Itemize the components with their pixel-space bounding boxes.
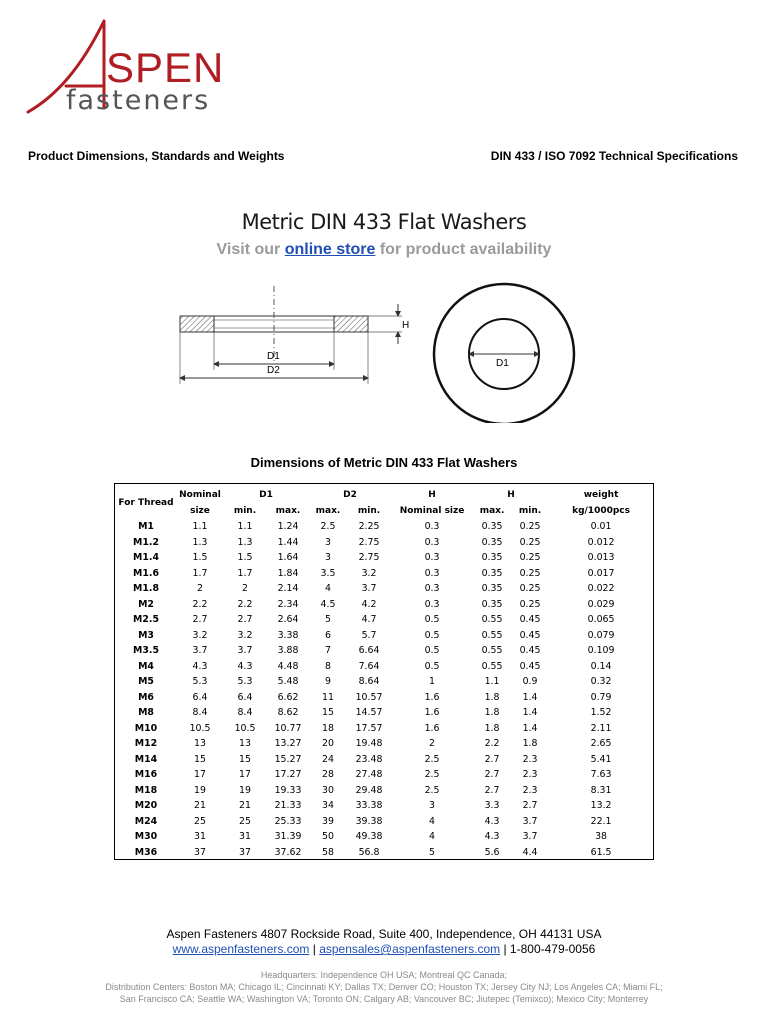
table-cell: 2: [242, 583, 248, 594]
table-cell: 8.31: [590, 784, 612, 796]
table-cell: 15: [194, 753, 206, 765]
logo-word: SPEN: [106, 44, 225, 91]
table-cell: 15: [322, 707, 334, 718]
table-cell: 3: [429, 800, 436, 811]
table-cell: 0.5: [424, 660, 440, 672]
table-row: [115, 752, 653, 768]
table-cell: 0.9: [522, 676, 538, 687]
table-cell: 4.5: [320, 598, 336, 610]
thread-size-cell: M3.5: [133, 645, 159, 656]
table-cell: 5.7: [361, 629, 377, 641]
table-row: [115, 566, 653, 582]
table-cell: 2: [429, 738, 436, 749]
table-cell: 1.64: [277, 552, 299, 563]
table-cell: 2.3: [522, 784, 538, 796]
table-cell: 4.3: [237, 660, 253, 672]
table-cell: 24: [322, 753, 334, 765]
table-cell: 3.7: [522, 815, 538, 827]
website-link[interactable]: www.aspenfasteners.com: [172, 942, 310, 956]
table-cell: 17.27: [274, 769, 302, 780]
table-cell: 6: [325, 629, 331, 641]
thread-size-cell: M30: [134, 831, 158, 842]
table-row: [115, 798, 653, 814]
table-cell: 0.013: [587, 552, 615, 563]
table-cell: 0.109: [587, 645, 615, 656]
table-row: [115, 736, 653, 752]
table-cell: 9: [325, 676, 331, 687]
table-cell: 13.27: [274, 738, 302, 749]
table-cell: 0.55: [481, 645, 503, 656]
table-cell: 10.77: [274, 722, 302, 734]
thread-size-cell: M36: [134, 846, 158, 858]
table-cell: 0.25: [519, 552, 541, 563]
table-cell: 1.4: [522, 722, 538, 734]
table-row: [115, 597, 653, 613]
table-cell: 8.4: [192, 707, 208, 718]
table-cell: 1.1: [237, 521, 253, 532]
table-cell: 2.7: [522, 800, 538, 811]
table-cell: 2.65: [590, 738, 612, 749]
table-cell: 4: [429, 815, 436, 827]
col-header-d1: D1: [259, 490, 273, 500]
table-cell: 0.32: [590, 676, 612, 687]
table-cell: 0.3: [424, 583, 440, 594]
footer-headquarters: Headquarters: Independence OH USA; Montreal QC Canada;: [260, 970, 508, 980]
thread-size-cell: M12: [134, 738, 158, 749]
table-cell: 5.3: [237, 676, 253, 687]
table-cell: 2.5: [424, 784, 440, 796]
table-cell: 38: [595, 831, 608, 842]
table-cell: 25: [239, 815, 251, 827]
col-subheader: size: [190, 505, 210, 516]
table-cell: 33.38: [355, 800, 383, 811]
table-cell: 6.62: [277, 691, 299, 703]
label-d1-circle: D1: [496, 358, 509, 369]
table-cell: 0.5: [424, 629, 440, 641]
table-row: [115, 721, 653, 737]
table-cell: 2.7: [484, 753, 500, 765]
table-cell: 13: [194, 738, 206, 749]
table-cell: 0.55: [481, 614, 503, 625]
subtitle-suffix: for product availability: [375, 241, 552, 258]
table-cell: 0.55: [481, 629, 503, 641]
table-cell: 0.25: [519, 583, 541, 594]
col-subheader: max.: [479, 505, 505, 516]
table-cell: 0.45: [519, 660, 541, 672]
table-cell: 0.3: [424, 598, 440, 610]
col-subheader: min.: [233, 505, 257, 516]
table-cell: 0.3: [424, 567, 440, 579]
table-cell: 2.2: [484, 738, 500, 749]
table-cell: 0.35: [481, 552, 503, 563]
col-header-h-tolerance: H: [507, 490, 515, 500]
table-cell: 7.64: [358, 660, 380, 672]
table-cell: 17.57: [355, 722, 383, 734]
table-cell: 10.5: [234, 722, 256, 734]
table-row: [115, 690, 653, 706]
table-cell: 4.3: [484, 831, 500, 842]
table-cell: 13.2: [590, 800, 612, 811]
table-cell: 3: [325, 552, 331, 563]
table-cell: 3.2: [237, 629, 253, 641]
table-row: [115, 829, 653, 845]
table-cell: 31: [239, 831, 251, 842]
table-cell: 34: [322, 800, 334, 811]
table-cell: 39.38: [355, 815, 383, 827]
thread-size-cell: M20: [134, 800, 158, 811]
table-cell: 2: [197, 583, 203, 594]
table-cell: 0.5: [424, 614, 440, 625]
table-cell: 4: [325, 583, 331, 594]
table-cell: 17: [194, 769, 206, 780]
table-cell: 7: [325, 645, 331, 656]
table-cell: 0.35: [481, 567, 503, 579]
table-cell: 2.25: [358, 521, 380, 532]
col-subheader: kg/1000pcs: [572, 505, 630, 516]
table-cell: 4.3: [484, 815, 500, 827]
table-cell: 5.41: [590, 753, 612, 765]
thread-size-cell: M16: [134, 769, 158, 780]
col-subheader: max.: [275, 505, 301, 516]
thread-size-cell: M4: [138, 660, 154, 672]
table-cell: 19: [194, 784, 206, 796]
thread-size-cell: M18: [134, 784, 158, 796]
table-cell: 1.8: [484, 707, 500, 718]
table-cell: 3.7: [192, 645, 208, 656]
thread-size-cell: M5: [138, 676, 154, 687]
table-row: [115, 519, 653, 535]
thread-size-cell: M1.4: [133, 552, 159, 563]
table-cell: 14.57: [355, 707, 383, 718]
table-cell: 2.75: [358, 536, 380, 548]
table-cell: 2.7: [484, 784, 500, 796]
table-cell: 0.35: [481, 598, 503, 610]
table-cell: 0.25: [519, 598, 541, 610]
table-cell: 21: [194, 800, 206, 811]
table-cell: 19.48: [355, 738, 383, 749]
table-row: [115, 550, 653, 566]
table-cell: 23.48: [355, 753, 383, 765]
footer-distribution-1: Distribution Centers: Boston MA; Chicago IL; Cincinnati KY; Dallas TX; Denver CO; Houston TX; Jersey City NJ; Los Angeles CA; Miami FL;: [105, 982, 663, 992]
table-cell: 5.6: [484, 846, 500, 858]
table-cell: 25.33: [274, 815, 302, 827]
table-cell: 2.5: [424, 753, 440, 765]
table-cell: 2.64: [277, 614, 299, 625]
table-cell: 31.39: [274, 831, 302, 842]
table-cell: 1.1: [192, 521, 208, 532]
table-cell: 2.75: [358, 552, 380, 563]
table-cell: 2.5: [320, 521, 336, 532]
table-cell: 0.079: [587, 629, 615, 641]
table-cell: 11: [322, 691, 334, 703]
col-header-d2: D2: [343, 490, 357, 500]
thread-size-cell: M6: [138, 691, 154, 703]
table-cell: 2.3: [522, 753, 538, 765]
footer-phone: | 1-800-479-0056: [500, 942, 596, 956]
table-cell: 3.2: [361, 567, 377, 579]
table-cell: 0.14: [590, 660, 612, 672]
thread-size-cell: M10: [134, 722, 158, 734]
table-cell: 6.4: [192, 691, 208, 703]
table-cell: 1: [429, 676, 436, 687]
table-cell: 30: [322, 784, 334, 796]
table-cell: 2.2: [237, 598, 253, 610]
table-cell: 8: [325, 660, 331, 672]
thread-size-cell: M24: [134, 815, 158, 827]
dimensions-table-frame: [114, 483, 654, 860]
table-cell: 1.4: [522, 707, 538, 718]
table-cell: 0.35: [481, 521, 503, 532]
table-cell: 22.1: [590, 815, 612, 827]
washer-side-left: [180, 316, 214, 332]
table-cell: 1.6: [424, 691, 440, 703]
table-cell: 0.3: [424, 552, 440, 563]
table-cell: 0.022: [587, 583, 615, 594]
table-cell: 0.01: [590, 521, 612, 532]
table-cell: 50: [322, 831, 334, 842]
table-cell: 29.48: [355, 784, 383, 796]
table-cell: 3.7: [522, 831, 538, 842]
table-cell: 2.3: [522, 769, 538, 780]
table-title: Dimensions of Metric DIN 433 Flat Washers: [250, 455, 518, 470]
table-cell: 8.4: [237, 707, 253, 718]
table-cell: 6.64: [358, 645, 380, 656]
table-cell: 3.3: [484, 800, 500, 811]
table-cell: 25: [194, 815, 206, 827]
col-header-weight: weight: [583, 490, 619, 500]
table-cell: 4.48: [277, 660, 299, 672]
table-cell: 0.35: [481, 583, 503, 594]
table-cell: 3.5: [320, 567, 336, 579]
table-cell: 1.24: [277, 521, 299, 532]
table-row: [115, 535, 653, 551]
table-header-row-2: [115, 504, 653, 520]
table-cell: 19: [239, 784, 251, 796]
col-header-h-nominal: H: [428, 490, 436, 500]
aspen-fasteners-logo: [26, 16, 246, 116]
table-cell: 0.45: [519, 645, 541, 656]
table-cell: 37: [239, 846, 251, 858]
table-cell: 3.7: [237, 645, 253, 656]
table-cell: 58: [322, 846, 334, 858]
table-cell: 61.5: [590, 846, 612, 858]
subtitle-prefix: Visit our: [216, 241, 285, 258]
table-cell: 31: [194, 831, 206, 842]
col-subheader: Nominal size: [399, 505, 465, 516]
thread-size-cell: M8: [138, 707, 154, 718]
table-cell: 21: [239, 800, 251, 811]
table-cell: 1.44: [277, 536, 299, 548]
table-cell: 1.8: [484, 722, 500, 734]
table-cell: 0.45: [519, 614, 541, 625]
thread-size-cell: M1: [138, 521, 154, 532]
store-link-line: [0, 241, 768, 259]
table-cell: 0.017: [587, 567, 615, 579]
table-cell: 0.3: [424, 521, 440, 532]
table-cell: 5: [429, 846, 436, 858]
table-cell: 0.79: [590, 691, 612, 703]
table-cell: 1.3: [192, 536, 208, 548]
table-cell: 2.7: [484, 769, 500, 780]
table-cell: 1.5: [192, 552, 208, 563]
col-subheader: min.: [357, 505, 381, 516]
table-cell: 56.8: [358, 846, 380, 858]
table-cell: 1.6: [424, 722, 440, 734]
washer-diagram: [170, 278, 590, 423]
table-cell: 0.3: [424, 536, 440, 548]
table-cell: 4: [429, 831, 436, 842]
table-row: [115, 674, 653, 690]
col-subheader: min.: [518, 505, 542, 516]
table-cell: 37: [194, 846, 206, 858]
table-row: [115, 845, 653, 861]
header-left-text: Product Dimensions, Standards and Weights: [28, 149, 285, 163]
table-cell: 3.7: [361, 583, 377, 594]
email-link[interactable]: aspensales@aspenfasteners.com: [319, 942, 501, 956]
table-header-row-1: [115, 488, 653, 504]
table-cell: 2.14: [277, 583, 299, 594]
table-cell: 39: [322, 815, 334, 827]
table-cell: 7.63: [590, 769, 612, 780]
table-cell: 1.6: [424, 707, 440, 718]
table-cell: 0.35: [481, 536, 503, 548]
table-cell: 19.33: [274, 784, 302, 796]
table-cell: 1.84: [277, 567, 299, 579]
table-cell: 1.3: [237, 536, 253, 548]
table-cell: 13: [239, 738, 251, 749]
table-cell: 1.1: [484, 676, 500, 687]
table-row: [115, 659, 653, 675]
table-cell: 3.38: [277, 629, 299, 641]
footer-address: Aspen Fasteners 4807 Rockside Road, Suite 400, Independence, OH 44131 USA: [166, 927, 602, 941]
table-cell: 49.38: [355, 831, 383, 842]
table-cell: 28: [322, 769, 334, 780]
thread-size-cell: M14: [134, 753, 158, 765]
table-cell: 4.7: [361, 614, 377, 625]
table-cell: 15.27: [274, 753, 302, 765]
col-header-nominal: Nominal: [179, 490, 221, 500]
table-cell: 4.4: [522, 846, 538, 858]
table-cell: 0.5: [424, 645, 440, 656]
table-cell: 2.7: [237, 614, 253, 625]
table-cell: 1.4: [522, 691, 538, 703]
table-row: [115, 783, 653, 799]
thread-size-cell: M2: [138, 598, 154, 610]
footer-separator: |: [309, 942, 320, 956]
footer-distribution-2: San Francisco CA; Seattle WA; Washington VA; Toronto ON; Calgary AB; Vancouver BC; Jiutepec (Temixco); Mexico City; Monterrey: [119, 994, 649, 1004]
online-store-link[interactable]: online store: [284, 241, 376, 258]
logo-sub: fasteners: [66, 85, 211, 116]
table-cell: 20: [322, 738, 334, 749]
thread-size-cell: M2.5: [133, 614, 159, 625]
table-row: [115, 767, 653, 783]
table-cell: 3: [325, 536, 331, 548]
table-cell: 0.25: [519, 536, 541, 548]
table-cell: 1.5: [237, 552, 253, 563]
label-d2: D2: [267, 365, 280, 376]
table-cell: 1.8: [522, 738, 538, 749]
table-cell: 1.8: [484, 691, 500, 703]
col-subheader: max.: [315, 505, 341, 516]
table-row: [115, 628, 653, 644]
table-cell: 3.2: [192, 629, 208, 641]
header-right-text: DIN 433 / ISO 7092 Technical Specifications: [490, 149, 738, 163]
table-row: [115, 612, 653, 628]
table-cell: 10.5: [189, 722, 211, 734]
table-cell: 27.48: [355, 769, 383, 780]
table-cell: 15: [239, 753, 251, 765]
table-cell: 0.25: [519, 521, 541, 532]
table-cell: 8.62: [277, 707, 299, 718]
table-row: [115, 643, 653, 659]
table-cell: 5.48: [277, 676, 299, 687]
table-cell: 2.34: [277, 598, 299, 610]
col-header-thread: For Thread: [118, 497, 174, 508]
thread-size-cell: M3: [138, 629, 154, 641]
table-cell: 0.45: [519, 629, 541, 641]
table-cell: 1.52: [590, 707, 612, 718]
table-row: [115, 581, 653, 597]
page-title: Metric DIN 433 Flat Washers: [241, 210, 527, 234]
dimensions-table: [115, 488, 653, 860]
table-cell: 0.012: [587, 536, 615, 548]
table-cell: 5: [325, 614, 331, 625]
table-cell: 1.7: [237, 567, 253, 579]
table-cell: 1.7: [192, 567, 208, 579]
table-cell: 17: [239, 769, 251, 780]
table-cell: 0.065: [587, 614, 615, 625]
thread-size-cell: M1.2: [133, 536, 159, 548]
table-cell: 0.55: [481, 660, 503, 672]
table-cell: 21.33: [274, 800, 302, 811]
table-cell: 5.3: [192, 676, 208, 687]
table-cell: 18: [322, 722, 334, 734]
table-cell: 6.4: [237, 691, 253, 703]
label-h: H: [402, 320, 410, 331]
thread-size-cell: M1.8: [133, 583, 159, 594]
table-cell: 0.25: [519, 567, 541, 579]
table-cell: 2.11: [590, 722, 612, 734]
table-cell: 2.5: [424, 769, 440, 780]
table-row: [115, 814, 653, 830]
table-cell: 4.2: [361, 598, 377, 610]
thread-size-cell: M1.6: [133, 567, 159, 579]
footer-contact: [0, 942, 768, 956]
table-cell: 2.7: [192, 614, 208, 625]
table-cell: 37.62: [274, 846, 302, 858]
washer-side-right: [334, 316, 368, 332]
table-cell: 2.2: [192, 598, 208, 610]
table-cell: 0.029: [587, 598, 615, 610]
table-cell: 3.88: [277, 645, 299, 656]
table-cell: 4.3: [192, 660, 208, 672]
label-d1: D1: [267, 351, 280, 362]
table-body: [115, 519, 653, 860]
table-cell: 10.57: [355, 691, 383, 703]
table-row: [115, 705, 653, 721]
table-cell: 8.64: [358, 676, 380, 687]
